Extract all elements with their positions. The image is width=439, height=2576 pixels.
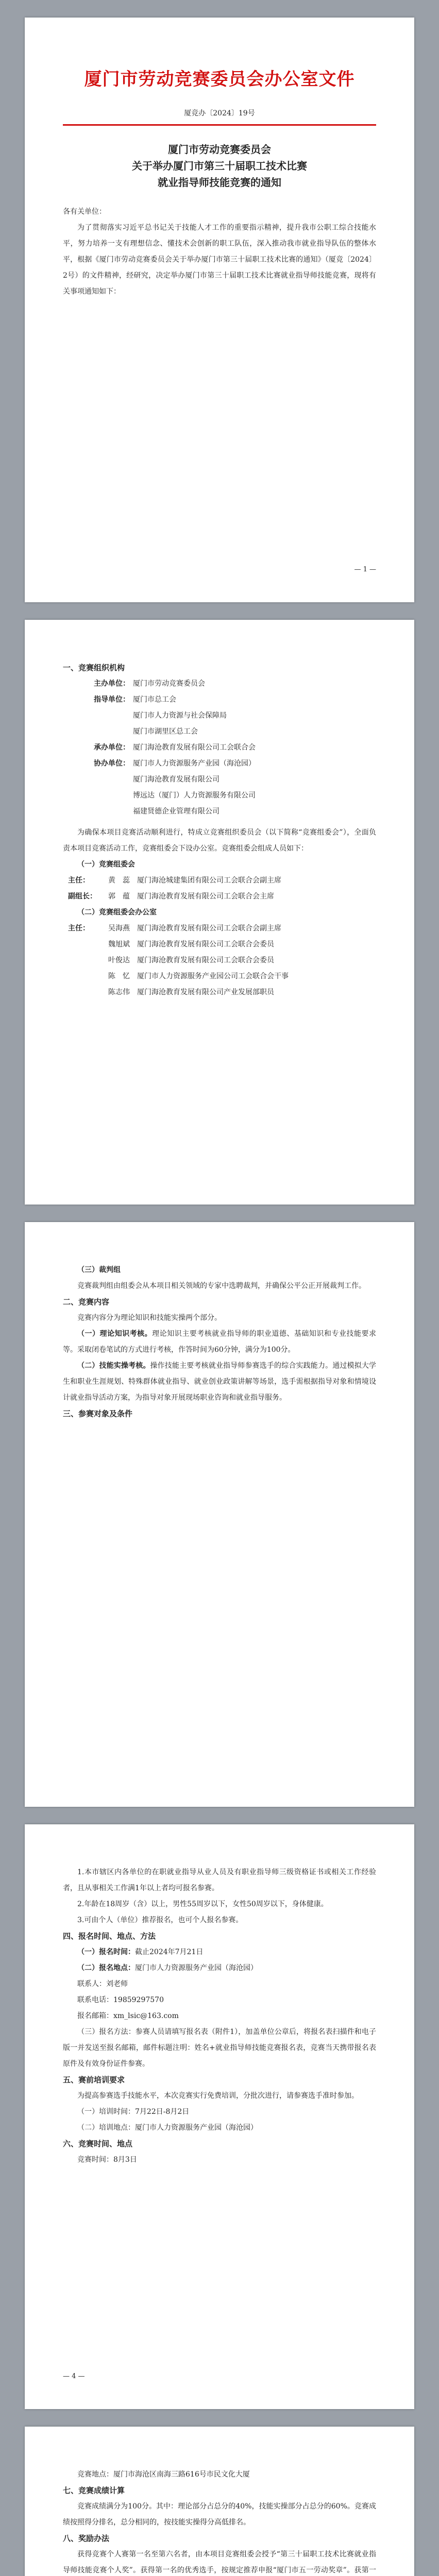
org-row: 博远达（厦门）人力资源服务有限公司 — [133, 791, 256, 800]
document-page-5 — [25, 2427, 414, 2576]
document-page-2 — [25, 620, 414, 1205]
page-4-content — [63, 1865, 376, 2168]
member-row: 主任： 黄 蕊 厦门海沧城建集团有限公司工会联合会副主席 — [68, 876, 281, 885]
org-row: 指导单位： 厦门市总工会 — [94, 696, 176, 704]
member-row: 主任： 吴海燕 厦门海沧教育发展有限公司工会联合会副主席 — [68, 924, 281, 933]
subsection-heading: （三）裁判组 — [77, 1266, 121, 1274]
org-row: 承办单位： 厦门海沧教育发展有限公司工会联合会 — [94, 743, 256, 752]
org-row: 主办单位： 厦门市劳动竞赛委员会 — [94, 680, 205, 688]
document-number: 厦竞办〔2024〕19号 — [184, 109, 255, 117]
red-divider — [63, 124, 376, 126]
section-heading: 一、竞赛组织机构 — [63, 663, 125, 672]
salutation: 各有关单位： — [63, 208, 106, 216]
org-row: 厦门市人力资源与社会保障局 — [133, 711, 227, 720]
eligibility-1: 1.本市辖区内各单位的在职就业指导从业人员及有职业指导师三级资格证书或相关工作经验者，且从事相关工作满1年以上者均可报名参赛。 — [63, 1868, 376, 1892]
document-title — [63, 141, 376, 191]
section-heading: 二、竞赛内容 — [63, 1297, 110, 1307]
committee-paragraph: 为确保本项目竞赛活动顺利进行，特成立竞赛组织委员会（以下简称“竞赛组委会”），全面负责本项目竞赛活动工作，竞赛组委会下设办公室。竞赛组委会组成人员如下： — [63, 828, 376, 853]
competition-time: 竞赛时间：8月3日 — [77, 2156, 137, 2164]
training-place: （二）培训地点：厦门市人力资源服务产业园（海沧园） — [77, 2124, 258, 2132]
page-2-content — [63, 660, 376, 1001]
page-5-content — [63, 2467, 376, 2576]
section-heading: 四、报名时间、地点、方法 — [63, 1931, 156, 1941]
section-heading: 七、竞赛成绩计算 — [63, 2486, 125, 2495]
section-heading: 六、竞赛时间、地点 — [63, 2139, 133, 2148]
intro-paragraph: 为了贯彻落实习近平总书记关于技能人才工作的重要指示精神，提升我市公职工综合技能水平，努力培养一支有理想信念、懂技术会创新的职工队伍，深入推动我市就业指导队伍的整体水平，根据《厦门市劳动竞赛委员会关于举办厦门市第三十届职工技术比赛的通知》（厦竞〔2024〕2号）的文件精神，经研究，决定举办厦门市第三十届职工技术比赛就业指导师技能竞赛，现将有关事项通知如下： — [63, 224, 376, 296]
competition-place: 竞赛地点：厦门市海沧区南海三路616号市民文化大厦 — [77, 2470, 250, 2479]
page-1-content — [63, 58, 376, 300]
document-page-1 — [25, 18, 414, 602]
info-row: 联系人：刘老师 — [77, 1980, 128, 1988]
eligibility-3: 3.可由个人（单位）推荐报名，也可个人报名参赛。 — [77, 1916, 243, 1924]
page-3-content — [63, 1262, 376, 1422]
subsection-heading: （一）竞赛组委会 — [77, 860, 135, 869]
skill-paragraph: （二）技能实操考核。操作技能主要考核就业指导师参赛选手的综合实践能力。通过模拟大学生和职业生涯规划、特殊群体就业指导、就业创业政策讲解等场景，选手需根据指导对象和情境设计就业指导活动方案，为指导对象开展现场职业咨询和就业指导服务。 — [63, 1362, 376, 1402]
eligibility-2: 2.年龄在18周岁（含）以上，男性55周岁以下，女性50周岁以下，身体健康。 — [77, 1900, 328, 1908]
section-heading: 五、赛前培训要求 — [63, 2075, 125, 2084]
document-header: 厦门市劳动竞赛委员会办公室文件 — [84, 69, 355, 90]
title-line-2: 关于举办厦门市第三十届职工技术比赛 — [132, 160, 307, 172]
method-paragraph: （三）报名方法：参赛人员请填写报名表（附件1），加盖单位公章后，将报名表扫描件和电子版一并发送至报名邮箱，邮件标题注明：姓名+就业指导师技能竞赛报名表，竞赛当天携带报名表原件及有效身份证件参赛。 — [63, 2028, 376, 2068]
title-line-3: 就业指导师技能竞赛的通知 — [158, 176, 281, 189]
judge-paragraph: 竞赛裁判组由组委会从本项目相关领域的专家中选聘裁判，并确保公平公正开展裁判工作。 — [77, 1282, 366, 1290]
info-row: （二）报名地点：厦门市人力资源服务产业园（海沧园） — [77, 1964, 258, 1972]
section-heading: 三、参赛对象及条件 — [63, 1409, 133, 1418]
page-number: — 1 — — [354, 566, 376, 573]
title-line-1: 厦门市劳动竞赛委员会 — [168, 143, 271, 156]
reward-paragraph: 获得竞赛个人赛第一名至第六名者，由本项目竞赛组委会授予“第三十届职工技术比赛就业指导师技能竞赛个人奖”。获得第一名的优秀选手，按规定推荐申报“厦门市五一劳动奖章”。获第一 — [63, 2550, 376, 2574]
info-row: （一）报名时间：截止2024年7月21日 — [77, 1948, 204, 1956]
org-row: 厦门海沧教育发展有限公司 — [133, 775, 220, 784]
page-number: — 4 — — [63, 2372, 85, 2380]
subsection-heading: （二）竞赛组委会办公室 — [77, 908, 157, 917]
org-row: 厦门市湖里区总工会 — [133, 727, 198, 736]
theory-paragraph: （一）理论知识考核。理论知识主要考核就业指导师的职业道德、基础知识和专业技能要求等。采取闭卷笔试的方式进行考核，作答时间为60分钟，满分为100分。 — [63, 1330, 377, 1354]
section-heading: 八、奖励办法 — [63, 2534, 110, 2543]
training-paragraph: 为提高参赛选手技能水平，本次竞赛实行免费培训，分批次进行，请参赛选手准时参加。 — [77, 2092, 359, 2100]
member-row: 陈志伟 厦门海沧教育发展有限公司产业发展部职员 — [108, 988, 274, 996]
content-intro: 竞赛内容分为理论知识和技能实操两个部分。 — [77, 1314, 222, 1322]
org-row: 协办单位： 厦门市人力资源服务产业园（海沧园） — [94, 759, 256, 768]
org-row: 福建贤德企业管理有限公司 — [133, 807, 220, 816]
score-paragraph: 竞赛成绩满分为100分。其中：理论部分占总分的40%，技能实操部分占总分的60%。竞赛成绩按照得分排名，总分相同的，按技能实操得分高低排名。 — [63, 2502, 376, 2527]
member-row: 陈 忆 厦门市人力资源服务产业园公司工会联合会干事 — [108, 972, 289, 980]
document-page-4 — [25, 1824, 414, 2409]
member-row: 魏旭斌 厦门海沧教育发展有限公司工会联合会委员 — [108, 940, 274, 948]
document-page-3 — [25, 1222, 414, 1807]
member-row: 副组长： 郭 蕴 厦门海沧教育发展有限公司工会联合会主席 — [68, 892, 274, 901]
info-row: 联系电话：19859297570 — [77, 1996, 164, 2004]
member-row: 叶俊达 厦门海沧教育发展有限公司工会联合会委员 — [108, 956, 274, 964]
org-list — [63, 676, 376, 820]
training-time: （一）培训时间：7月22日-8月2日 — [77, 2108, 190, 2116]
info-row: 报名邮箱：xm_lsic@163.com — [77, 2012, 179, 2020]
